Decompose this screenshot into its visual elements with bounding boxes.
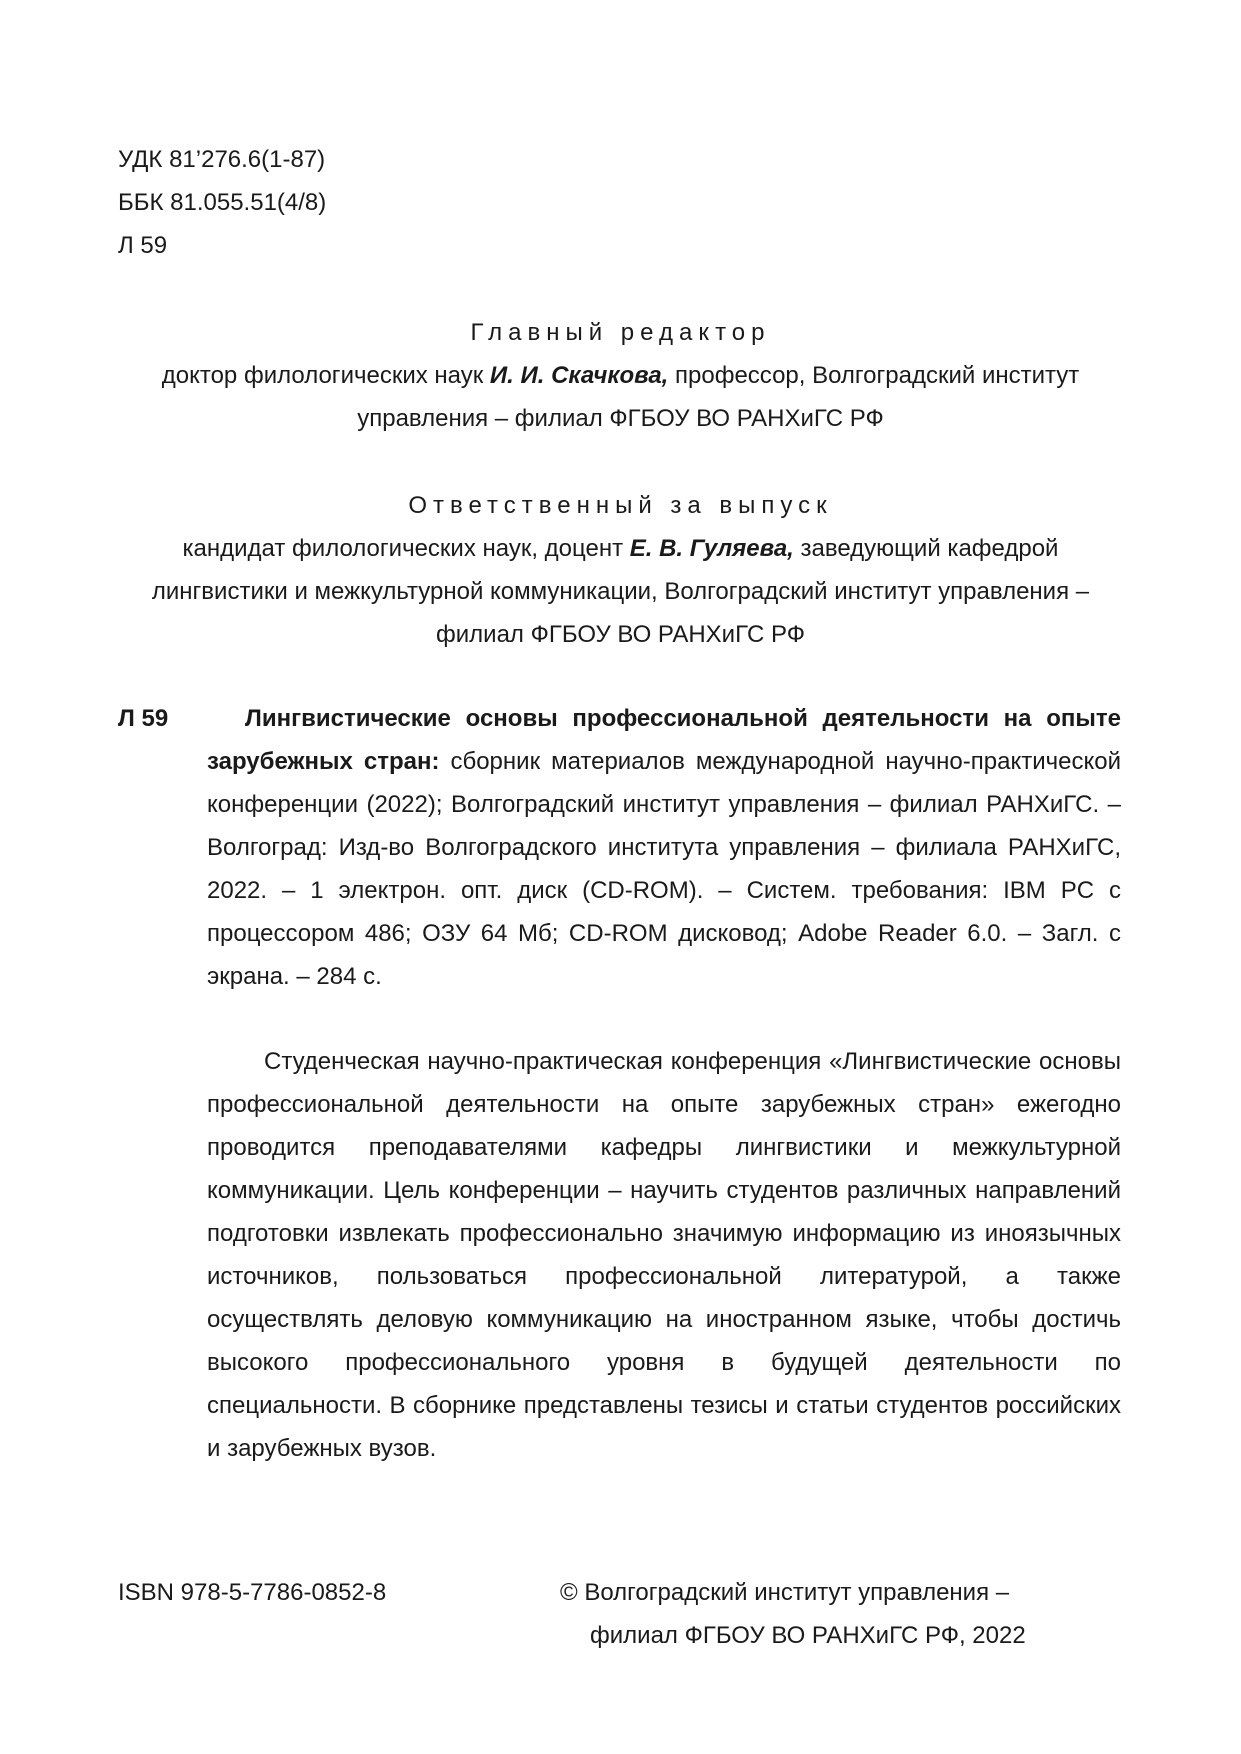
responsible-line-2: лингвистики и межкультурной коммуникации, Волгоградский институт управления – — [151, 578, 1090, 605]
responsible-name: Е. В. Гуляева, — [629, 535, 794, 562]
chief-editor-heading: Главный редактор — [470, 319, 771, 346]
isbn: ISBN 978-5-7786-0852-8 — [118, 1579, 387, 1606]
copyright-line-1: © Волгоградский институт управления – — [560, 1579, 1010, 1606]
chief-editor-line-1-prefix: доктор филологических наук — [161, 362, 490, 389]
chief-editor-line-2: управления – филиал ФГБОУ ВО РАНХиГС РФ — [357, 405, 884, 432]
abstract-paragraph: Студенческая научно-практическая конференция «Лингвистические основы профессиональной деятельности на опыте зарубежных стран» ежегодно проводится преподавателями кафедры лингвистики и межкультурной коммуникации. Цель конференции – научить студентов различных направлений подготовки извлекать профессионально значимую информацию из иноязычных источников, пользоваться профессиональной литературой, а также осуществлять деловую коммуникацию на иностранном языке, чтобы достичь высокого профессионального уровня в будущей деятельности по специальности. В сборнике представлены тезисы и статьи студентов российских и зарубежных вузов. — [207, 1048, 1121, 1462]
author-mark: Л 59 — [118, 232, 168, 259]
chief-editor-line-1-suffix: профессор, Волгоградский институт — [668, 362, 1080, 389]
responsible-block — [100, 484, 1141, 656]
udk-code: УДК 81’276.6(1-87) — [118, 146, 326, 173]
entry-description: сборник материалов международной научно-практической конференции (2022); Волгоградский институт управления – филиал РАНХиГС. – Волгоград: Изд-во Волгоградского института управления – филиала РАНХиГС, 2022. – 1 электрон. опт. диск (CD-ROM). – Систем. требования: IBM PC с процессором 486; ОЗУ 64 Мб; CD-ROM дисковод; Adobe Reader 6.0. – Загл. с экрана. – 284 с. — [207, 748, 1121, 990]
copyright-line-2: филиал ФГБОУ ВО РАНХиГС РФ, 2022 — [590, 1622, 1026, 1649]
classification-codes — [118, 138, 326, 267]
entry-title: Лингвистические основы профессиональной деятельности на опыте зарубежных стран: — [207, 705, 1121, 775]
responsible-line-3: филиал ФГБОУ ВО РАНХиГС РФ — [436, 621, 805, 648]
responsible-line-1-prefix: кандидат филологических наук, доцент — [182, 535, 630, 562]
entry-code: Л 59 — [118, 705, 169, 732]
entry-text — [207, 697, 1121, 998]
chief-editor-line-1 — [100, 354, 1141, 397]
copyright-block — [560, 1571, 1026, 1657]
chief-editor-name: И. И. Скачкова, — [489, 362, 669, 389]
responsible-line-1-suffix: заведующий кафедрой — [793, 535, 1059, 562]
responsible-line-1 — [100, 527, 1141, 570]
bbk-code: ББК 81.055.51(4/8) — [118, 189, 327, 216]
responsible-heading: Ответственный за выпуск — [408, 492, 833, 519]
chief-editor-block — [100, 311, 1141, 440]
